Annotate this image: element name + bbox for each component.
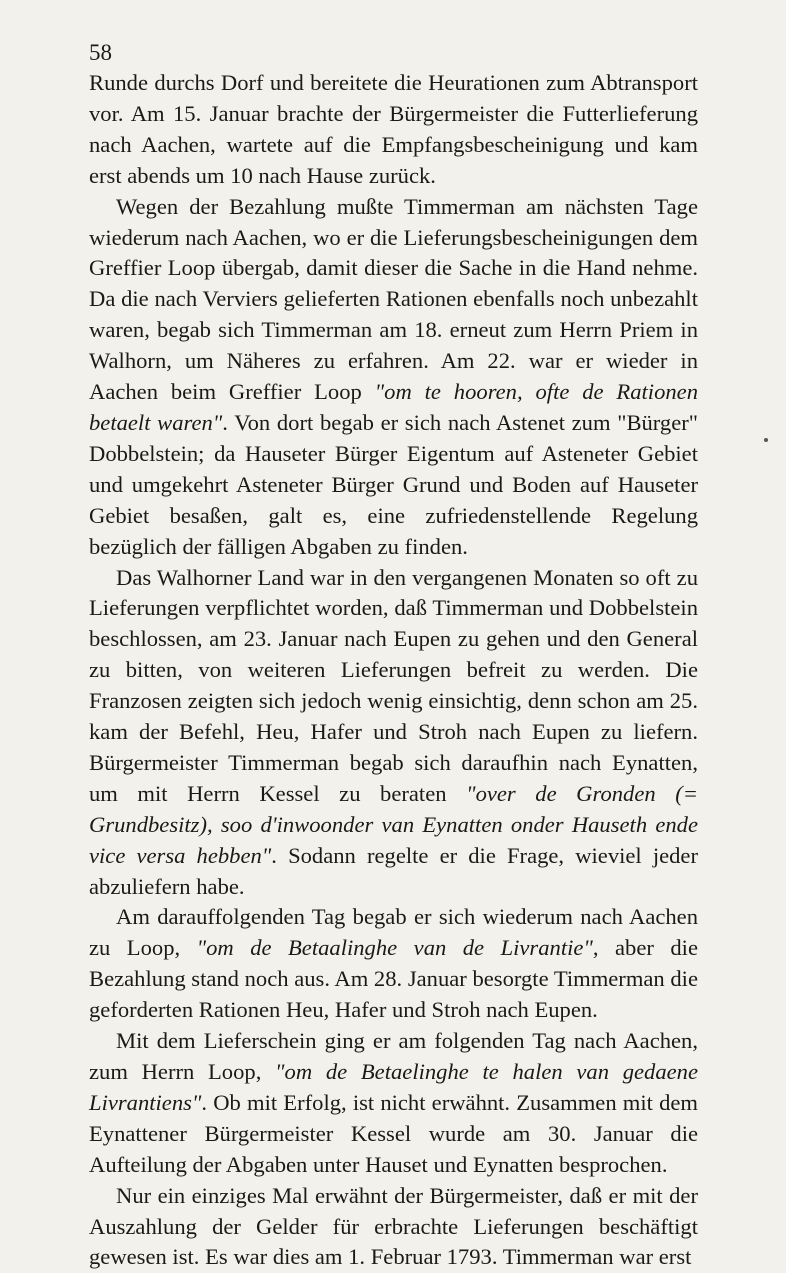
text-segment: Wegen der Bezahlung mußte Timmerman am nächsten Tage wiederum nach Aachen, wo er die Lieferungsbescheinigungen dem Greffier Loop übergab, damit dieser die Sache in die Hand nehme. Da die nach Verviers gelieferten Rationen ebenfalls noch unbezahlt waren, begab sich Timmerman am 18. erneut zum Herrn Priem in Walhorn, um Näheres zu erfahren. Am 22. war er wieder in Aachen beim Greffier Loop: [89, 193, 698, 405]
paragraph: [89, 1181, 698, 1273]
text-segment: . Von dort begab er sich nach Astenet zum "Bürger" Dobbelstein; da Hauseter Bürger Eigentum auf Asteneter Gebiet und umgekehrt Asteneter Bürger Grund und Boden auf Hauseter Gebiet besaßen, galt es, eine zufriedenstellende Regelung bezüglich der fälligen Abgaben zu finden.: [89, 409, 698, 559]
text-segment: Runde durchs Dorf und bereitete die Heurationen zum Abtransport vor. Am 15. Januar brachte der Bürgermeister die Futterlieferung nach Aachen, wartete auf die Empfangsbescheinigung und kam erst abends um 10 nach Hause zurück.: [89, 70, 698, 188]
paragraph: [89, 68, 698, 192]
text-segment: Am darauffolgenden Tag begab er sich wiederum nach Aachen zu Loop,: [89, 904, 698, 961]
page-number: 58: [89, 40, 112, 65]
dutch-quote: "over de Gronden (= Grundbesitz), soo d'inwoonder van Eynatten onder Hauseth ende vice versa hebben": [89, 780, 698, 868]
paragraph: [89, 902, 698, 1026]
text-segment: Das Walhorner Land war in den vergangenen Monaten so oft zu Lieferungen verpflichtet worden, daß Timmerman und Dobbelstein beschlossen, am 23. Januar nach Eupen zu gehen und den General zu bitten, von weiteren Lieferungen befreit zu werden. Die Franzosen zeigten sich jedoch wenig einsichtig, denn schon am 25. kam der Befehl, Heu, Hafer und Stroh nach Eupen zu liefern. Bürgermeister Timmerman begab sich daraufhin nach Eynatten, um mit Herrn Kessel zu beraten: [89, 564, 698, 806]
text-segment: , aber die Bezahlung stand noch aus. Am 28. Januar besorgte Timmerman die geforderten Rationen Heu, Hafer und Stroh nach Eupen.: [89, 935, 698, 1023]
stray-ink-dot: [764, 438, 768, 442]
dutch-quote: "om de Betaelinghe te halen van gedaene Livrantiens": [89, 1059, 698, 1115]
paragraph: [89, 1026, 698, 1181]
paragraph: [89, 192, 698, 563]
dutch-quote: "om de Betaalinghe van de Livrantie": [196, 935, 593, 961]
text-segment: Nur ein einziges Mal erwähnt der Bürgermeister, daß er mit der Auszahlung der Gelder für erbrachte Lieferungen beschäftigt gewesen ist. Es war dies am 1. Februar 1793. Timmerman war erst: [89, 1182, 698, 1270]
text-segment: . Sodann regelte er die Frage, wieviel jeder abzuliefern habe.: [89, 842, 698, 899]
body-text: [89, 68, 698, 1273]
paragraph: [89, 563, 698, 903]
text-segment: . Ob mit Erfolg, ist nicht erwähnt. Zusammen mit dem Eynattener Bürgermeister Kessel wurde am 30. Januar die Aufteilung der Abgaben unter Hauset und Eynatten besprochen.: [89, 1089, 698, 1177]
dutch-quote: "om te hooren, ofte de Rationen betaelt waren": [89, 379, 698, 435]
text-segment: Mit dem Lieferschein ging er am folgenden Tag nach Aachen, zum Herrn Loop,: [89, 1028, 698, 1084]
